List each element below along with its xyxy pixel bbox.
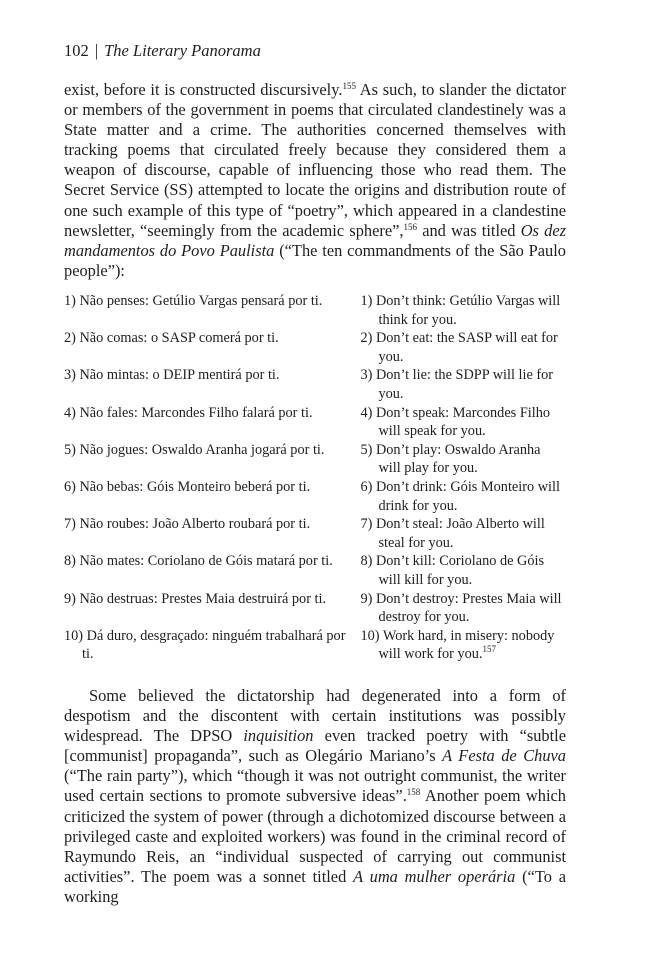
sonnet-title: A uma mulher operária [353, 866, 516, 886]
paragraph-2-text-d: Another poem which criticized the system of power (through a dichotomized discourse between a privileged caste and exploited workers) was found in the criminal record of Raymundo Reis, an “individual suspected of carrying out communist activities”. The poem was a sonnet titled [64, 786, 566, 886]
poem-block [64, 292, 566, 664]
poem-line-portuguese: 3) Não mintas: o DEIP mentirá por ti. [64, 367, 280, 384]
header-separator: | [94, 41, 99, 60]
festa-title: A Festa de Chuva [442, 746, 566, 766]
footnote-ref-155: 155 [342, 81, 356, 91]
poem-line-english-text: 10) Work hard, in misery: nobody will work for you. [360, 627, 555, 663]
poem-line [64, 292, 566, 329]
footnote-ref-157: 157 [482, 644, 497, 655]
inquisition-term: inquisition [243, 726, 314, 746]
poem-line [64, 478, 566, 515]
poem-line-english: 4) Don’t speak: Marcondes Filho will speak for you. [360, 404, 551, 440]
paragraph-2-text-a: Some believed the dictatorship had degenerated into a form of despotism and the discontent with certain institutions was possibly widespread. The DPSO [64, 686, 566, 746]
paragraph-2 [64, 686, 566, 907]
poem-line-portuguese: 6) Não bebas: Góis Monteiro beberá por ti. [64, 478, 311, 495]
poem-line-portuguese: 9) Não destruas: Prestes Maia destruirá por ti. [64, 590, 327, 607]
poem-line-english: 9) Don’t destroy: Prestes Maia will destroy for you. [360, 590, 562, 626]
poem-line-portuguese: 1) Não penses: Getúlio Vargas pensará por ti. [64, 293, 323, 309]
poem-line-portuguese: 4) Não fales: Marcondes Filho falará por ti. [64, 404, 313, 421]
footnote-ref-156: 156 [403, 221, 417, 232]
paragraph-1-text-a: exist, before it is constructed discursively. [64, 80, 343, 99]
poem-line-english: 2) Don’t eat: the SASP will eat for you. [360, 330, 558, 365]
paragraph-2-text-c: (“The rain party”), which “though it was not outright communist, the writer used certain sections to promote subversive ideas”. [64, 766, 566, 806]
poem-line [64, 590, 566, 627]
poem-line [64, 366, 566, 403]
paragraph-2-text-e: (“To a working [64, 866, 566, 906]
poem-line-english: 5) Don’t play: Oswaldo Aranha will play for you. [360, 441, 541, 477]
poem-line-english: 8) Don’t kill: Coriolano de Góis will kill for you. [360, 553, 545, 588]
poem-line [64, 627, 566, 664]
poem-line-english: 1) Don’t think: Getúlio Vargas will think for you. [360, 293, 561, 328]
paragraph-1-text-b: As such, to slander the dictator or members of the government in poems that circulated clandestinely was a State matter and a crime. The authorities concerned themselves with tracking poems that circulated freely because they considered them a weapon of discourse, capable of influencing those who read them. The Secret Service (SS) attempted to locate the origins and distribution route of one such example of this type of “poetry”, which appeared in a clandestine newsletter, “seemingly from the academic sphere”, [64, 80, 567, 240]
paragraph-1 [64, 80, 566, 281]
poem-line [64, 329, 566, 366]
paragraph-1-text-d: (“The ten commandments of the São Paulo people”): [64, 240, 566, 280]
poem-line [64, 552, 566, 589]
paragraph-2-text-b: even tracked poetry with “subtle [communist] propaganda”, such as Olegário Mariano’s [64, 726, 566, 766]
poem-line-english [360, 627, 566, 664]
poem-line [64, 441, 566, 478]
poem-title: Os dez mandamentos do Povo Paulista [64, 220, 566, 260]
page-number: 102 [64, 41, 89, 60]
footnote-ref-158: 158 [406, 787, 421, 798]
poem-line-portuguese: 8) Não mates: Coriolano de Góis matará por ti. [64, 553, 333, 570]
paragraph-1-text-c: and was titled [416, 220, 521, 240]
poem-line-english: 7) Don’t steal: João Alberto will steal for you. [360, 516, 545, 551]
poem-line-portuguese: 10) Dá duro, desgraçado: ninguém trabalhará por ti. [64, 627, 346, 663]
poem-line-english: 6) Don’t drink: Góis Monteiro will drink for you. [360, 478, 560, 514]
poem-line [64, 515, 566, 552]
running-head [64, 41, 261, 61]
book-title: The Literary Panorama [104, 41, 261, 60]
poem-line-portuguese: 5) Não jogues: Oswaldo Aranha jogará por ti. [64, 441, 325, 458]
poem-line-portuguese: 2) Não comas: o SASP comerá por ti. [64, 330, 279, 347]
poem-line-english: 3) Don’t lie: the SDPP will lie for you. [360, 367, 554, 402]
poem-line [64, 404, 566, 441]
poem-line-portuguese: 7) Não roubes: João Alberto roubará por ti. [64, 516, 311, 533]
